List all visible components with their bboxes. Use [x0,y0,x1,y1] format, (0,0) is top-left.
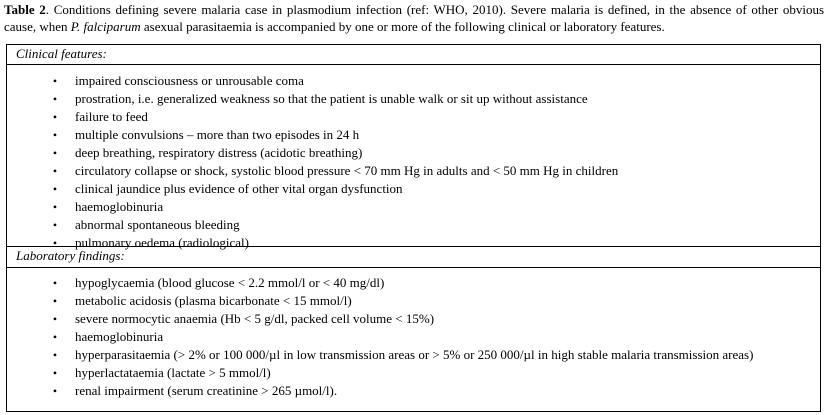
list-item [7,126,820,144]
bullet-icon: • [52,366,58,380]
laboratory-findings-heading: Laboratory findings: [16,248,125,263]
list-item-text: deep breathing, respiratory distress (acidotic breathing) [75,145,363,160]
list-item-text: multiple convulsions – more than two episodes in 24 h [75,127,360,142]
list-item [7,180,820,198]
list-item [7,346,820,364]
laboratory-findings-list [7,274,820,400]
list-item-text: haemoglobinuria [75,329,164,344]
bullet-icon: • [52,384,58,398]
list-item [7,292,820,310]
list-item [7,216,820,234]
list-item [7,162,820,180]
list-item [7,198,820,216]
table-divider [7,267,820,268]
list-item-text: haemoglobinuria [75,199,164,214]
bullet-icon: • [52,182,58,196]
list-item-text: prostration, i.e. generalized weakness so that the patient is unable walk or sit up without assistance [75,91,588,106]
list-item [7,90,820,108]
list-item [7,310,820,328]
list-item [7,274,820,292]
caption-label: Table 2 [4,2,46,17]
list-item-text: hypoglycaemia (blood glucose < 2.2 mmol/l or < 40 mg/dl) [75,275,385,290]
caption-text-2: asexual parasitaemia is accompanied by one or more of the following clinical or laboratory features. [140,19,665,34]
list-item-text: circulatory collapse or shock, systolic blood pressure < 70 mm Hg in adults and < 50 mm Hg in children [75,163,619,178]
list-item-text: hyperlactataemia (lactate > 5 mmol/l) [75,365,271,380]
bullet-icon: • [52,164,58,178]
list-item-text: severe normocytic anaemia (Hb < 5 g/dl, packed cell volume < 15%) [75,311,435,326]
list-item-text: hyperparasitaemia (> 2% or 100 000/µl in low transmission areas or > 5% or 250 000/µl in high stable malaria transmission areas) [75,347,754,362]
list-item-text: renal impairment (serum creatinine > 265 µmol/l). [75,383,338,398]
caption-species: P. falciparum [70,19,141,34]
list-item [7,72,820,90]
list-item-text: impaired consciousness or unrousable coma [75,73,304,88]
bullet-icon: • [52,348,58,362]
bullet-icon: • [52,92,58,106]
list-item [7,364,820,382]
list-item [7,382,820,400]
bullet-icon: • [52,312,58,326]
list-item [7,108,820,126]
table-caption [4,1,824,35]
list-item-text: pulmonary oedema (radiological) [75,235,249,250]
bullet-icon: • [52,330,58,344]
list-item-text: failure to feed [75,109,148,124]
criteria-table [6,44,821,412]
bullet-icon: • [52,128,58,142]
list-item [7,328,820,346]
bullet-icon: • [52,218,58,232]
bullet-icon: • [52,236,58,250]
table-divider [7,64,820,65]
list-item-text: clinical jaundice plus evidence of other vital organ dysfunction [75,181,403,196]
bullet-icon: • [52,200,58,214]
bullet-icon: • [52,74,58,88]
bullet-icon: • [52,276,58,290]
list-item [7,144,820,162]
list-item-text: metabolic acidosis (plasma bicarbonate < 15 mmol/l) [75,293,352,308]
caption-text-1: . Conditions defining severe malaria case in plasmodium infection (ref: WHO, 2010). Severe malaria is defined, in the absence of other obvious cause, when [4,2,825,34]
list-item-text: abnormal spontaneous bleeding [75,217,240,232]
bullet-icon: • [52,146,58,160]
clinical-features-heading: Clinical features: [16,46,107,61]
bullet-icon: • [52,110,58,124]
clinical-features-list [7,72,820,252]
bullet-icon: • [52,294,58,308]
